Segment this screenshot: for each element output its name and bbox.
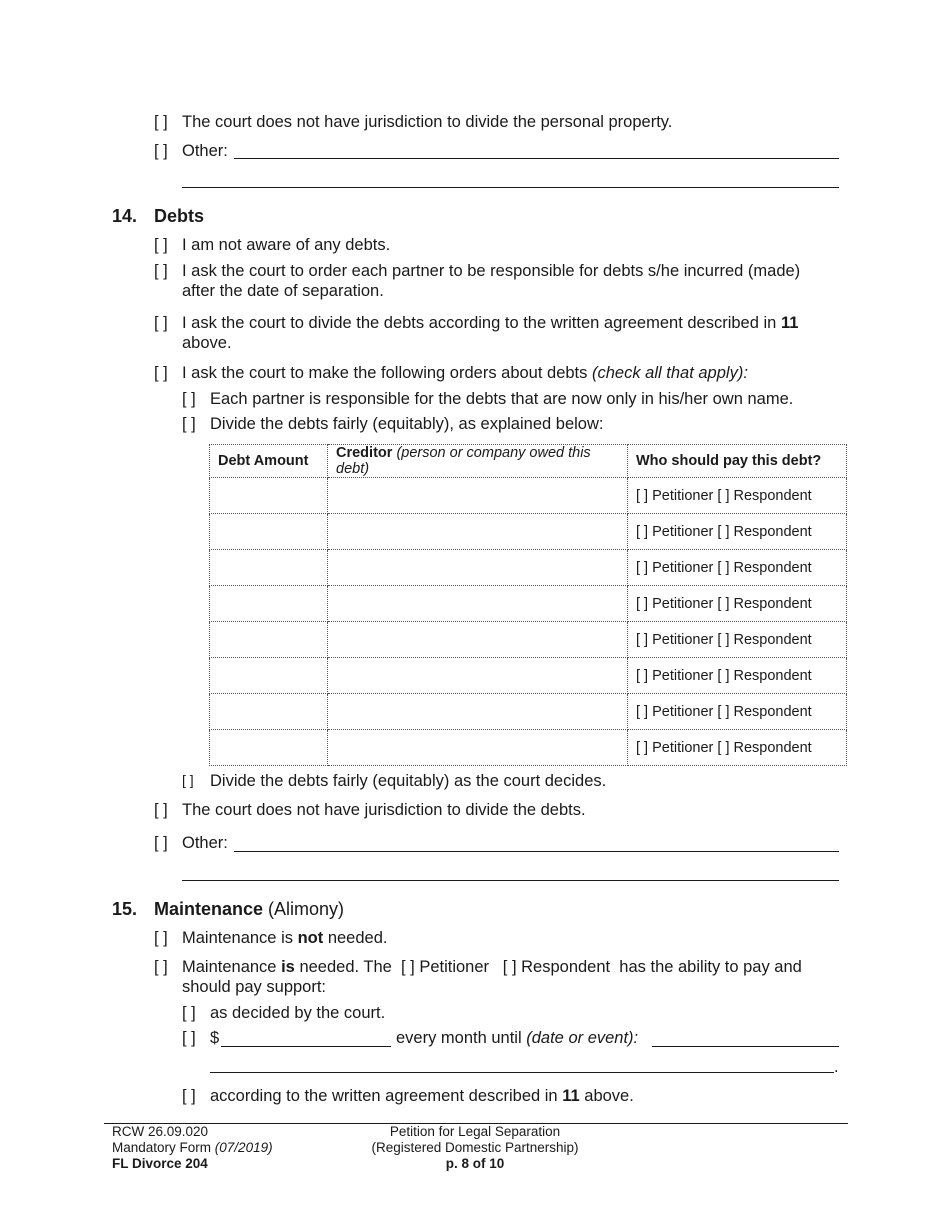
no-debts-option: I am not aware of any debts. (182, 236, 391, 254)
payer-choice-cell[interactable]: [ ] Petitioner [ ] Respondent (628, 514, 847, 550)
period: . (834, 1058, 839, 1076)
table-row (210, 658, 847, 694)
own-name-suboption: Each partner is responsible for the debts that are now only in his/her own name. (210, 390, 794, 408)
maintenance-needed-option: Maintenance is needed. The [ ] Petitioner [ ] Respondent has the ability to pay and (182, 958, 802, 976)
as-decided-suboption: as decided by the court. (210, 1004, 386, 1022)
section-14-title: Debts (154, 206, 205, 226)
footer-left (112, 1124, 273, 1172)
section-14-number: 14. (112, 206, 138, 226)
mandatory-form-label: Mandatory Form (07/2019) (112, 1140, 273, 1155)
debt-amount-cell[interactable] (210, 586, 328, 622)
header-debt-amount: Debt Amount (210, 445, 328, 478)
payer-choice-cell[interactable]: [ ] Petitioner [ ] Respondent (628, 586, 847, 622)
checkbox[interactable]: [ ] (182, 772, 194, 788)
creditor-cell[interactable] (328, 622, 628, 658)
other-fill-line[interactable] (234, 851, 839, 852)
no-jurisdiction-property-text: The court does not have jurisdiction to divide the personal property. (182, 113, 673, 131)
each-responsible-option-line1: I ask the court to order each partner to be responsible for debts s/he incurred (made) (182, 262, 801, 280)
checkbox[interactable]: [ ] (182, 1029, 196, 1047)
debt-amount-cell[interactable] (210, 478, 328, 514)
written-agreement-suboption: according to the written agreement described in 11 above. (210, 1087, 634, 1105)
date-event-fill-line[interactable] (652, 1046, 839, 1047)
table-row (210, 514, 847, 550)
checkbox[interactable]: [ ] (154, 262, 168, 280)
no-jurisdiction-debts-option: The court does not have jurisdiction to divide the debts. (182, 801, 586, 819)
creditor-cell[interactable] (328, 694, 628, 730)
payer-choice-cell[interactable]: [ ] Petitioner [ ] Respondent (628, 622, 847, 658)
divide-explained-suboption: Divide the debts fairly (equitably), as explained below: (210, 415, 604, 433)
page-number: p. 8 of 10 (445, 1156, 505, 1171)
creditor-cell[interactable] (328, 658, 628, 694)
form-title-line2: (Registered Domestic Partnership) (371, 1140, 579, 1155)
payer-choice-cell[interactable]: [ ] Petitioner [ ] Respondent (628, 730, 847, 766)
checkbox[interactable]: [ ] (154, 834, 168, 852)
checkbox[interactable]: [ ] (154, 236, 168, 254)
written-agreement-option-line2: above. (182, 334, 232, 352)
table-row (210, 550, 847, 586)
table-row (210, 586, 847, 622)
table-row (210, 622, 847, 658)
table-row (210, 730, 847, 766)
creditor-cell[interactable] (328, 730, 628, 766)
petitioner-choice[interactable]: [ ] Petitioner (400, 958, 490, 976)
payer-choice-cell[interactable]: [ ] Petitioner [ ] Respondent (628, 694, 847, 730)
maintenance-needed-option-line2: should pay support: (182, 978, 327, 996)
other-label: Other: (182, 834, 228, 852)
court-decides-suboption: Divide the debts fairly (equitably) as the court decides. (210, 772, 607, 790)
other-fill-line[interactable] (234, 158, 839, 159)
payer-choice-cell[interactable]: [ ] Petitioner [ ] Respondent (628, 658, 847, 694)
debt-amount-cell[interactable] (210, 694, 328, 730)
payer-choice-cell[interactable]: [ ] Petitioner [ ] Respondent (628, 550, 847, 586)
debt-amount-cell[interactable] (210, 658, 328, 694)
checkbox[interactable]: [ ] (182, 1004, 196, 1022)
creditor-cell[interactable] (328, 550, 628, 586)
section-15-number: 15. (112, 899, 138, 919)
checkbox[interactable]: [ ] (154, 142, 168, 160)
maintenance-not-needed-option: Maintenance is not needed. (182, 929, 388, 947)
checkbox[interactable]: [ ] (182, 415, 196, 433)
debts-table (209, 444, 847, 766)
table-row (210, 478, 847, 514)
table-row (210, 694, 847, 730)
checkbox[interactable]: [ ] (154, 801, 168, 819)
rcw-citation: RCW 26.09.020 (112, 1124, 209, 1139)
checkbox[interactable]: [ ] (154, 314, 168, 332)
checkbox[interactable]: [ ] (182, 1087, 196, 1105)
checkbox[interactable]: [ ] (154, 364, 168, 382)
debt-amount-cell[interactable] (210, 550, 328, 586)
checkbox[interactable]: [ ] (154, 113, 168, 131)
following-orders-option: I ask the court to make the following orders about debts (check all that apply): (182, 364, 748, 382)
every-month-until-text: every month until (date or event): (396, 1029, 639, 1047)
debt-amount-cell[interactable] (210, 622, 328, 658)
form-id: FL Divorce 204 (112, 1156, 208, 1171)
creditor-cell[interactable] (328, 586, 628, 622)
each-responsible-option-line2: after the date of separation. (182, 282, 384, 300)
creditor-cell[interactable] (328, 514, 628, 550)
date-event-fill-line-2[interactable] (210, 1072, 834, 1073)
section-15-title: Maintenance (Alimony) (154, 899, 345, 919)
form-title-line1: Petition for Legal Separation (389, 1124, 561, 1139)
header-who-pays: Who should pay this debt? (628, 445, 847, 478)
other-fill-line-2[interactable] (182, 187, 839, 188)
checkbox[interactable]: [ ] (154, 958, 168, 976)
footer-center (345, 1124, 605, 1172)
header-creditor: Creditor (person or company owed this debt) (328, 445, 628, 478)
checkbox[interactable]: [ ] (154, 929, 168, 947)
debt-amount-cell[interactable] (210, 730, 328, 766)
checkbox[interactable]: [ ] (182, 390, 196, 408)
written-agreement-option: I ask the court to divide the debts according to the written agreement described in 11 (182, 314, 799, 332)
payer-choice-cell[interactable]: [ ] Petitioner [ ] Respondent (628, 478, 847, 514)
respondent-choice[interactable]: [ ] Respondent (502, 958, 611, 976)
amount-fill-line[interactable] (221, 1046, 391, 1047)
other-label: Other: (182, 142, 228, 160)
debt-amount-cell[interactable] (210, 514, 328, 550)
dollar-sign: $ (210, 1029, 220, 1047)
creditor-cell[interactable] (328, 478, 628, 514)
other-fill-line-2[interactable] (182, 880, 839, 881)
